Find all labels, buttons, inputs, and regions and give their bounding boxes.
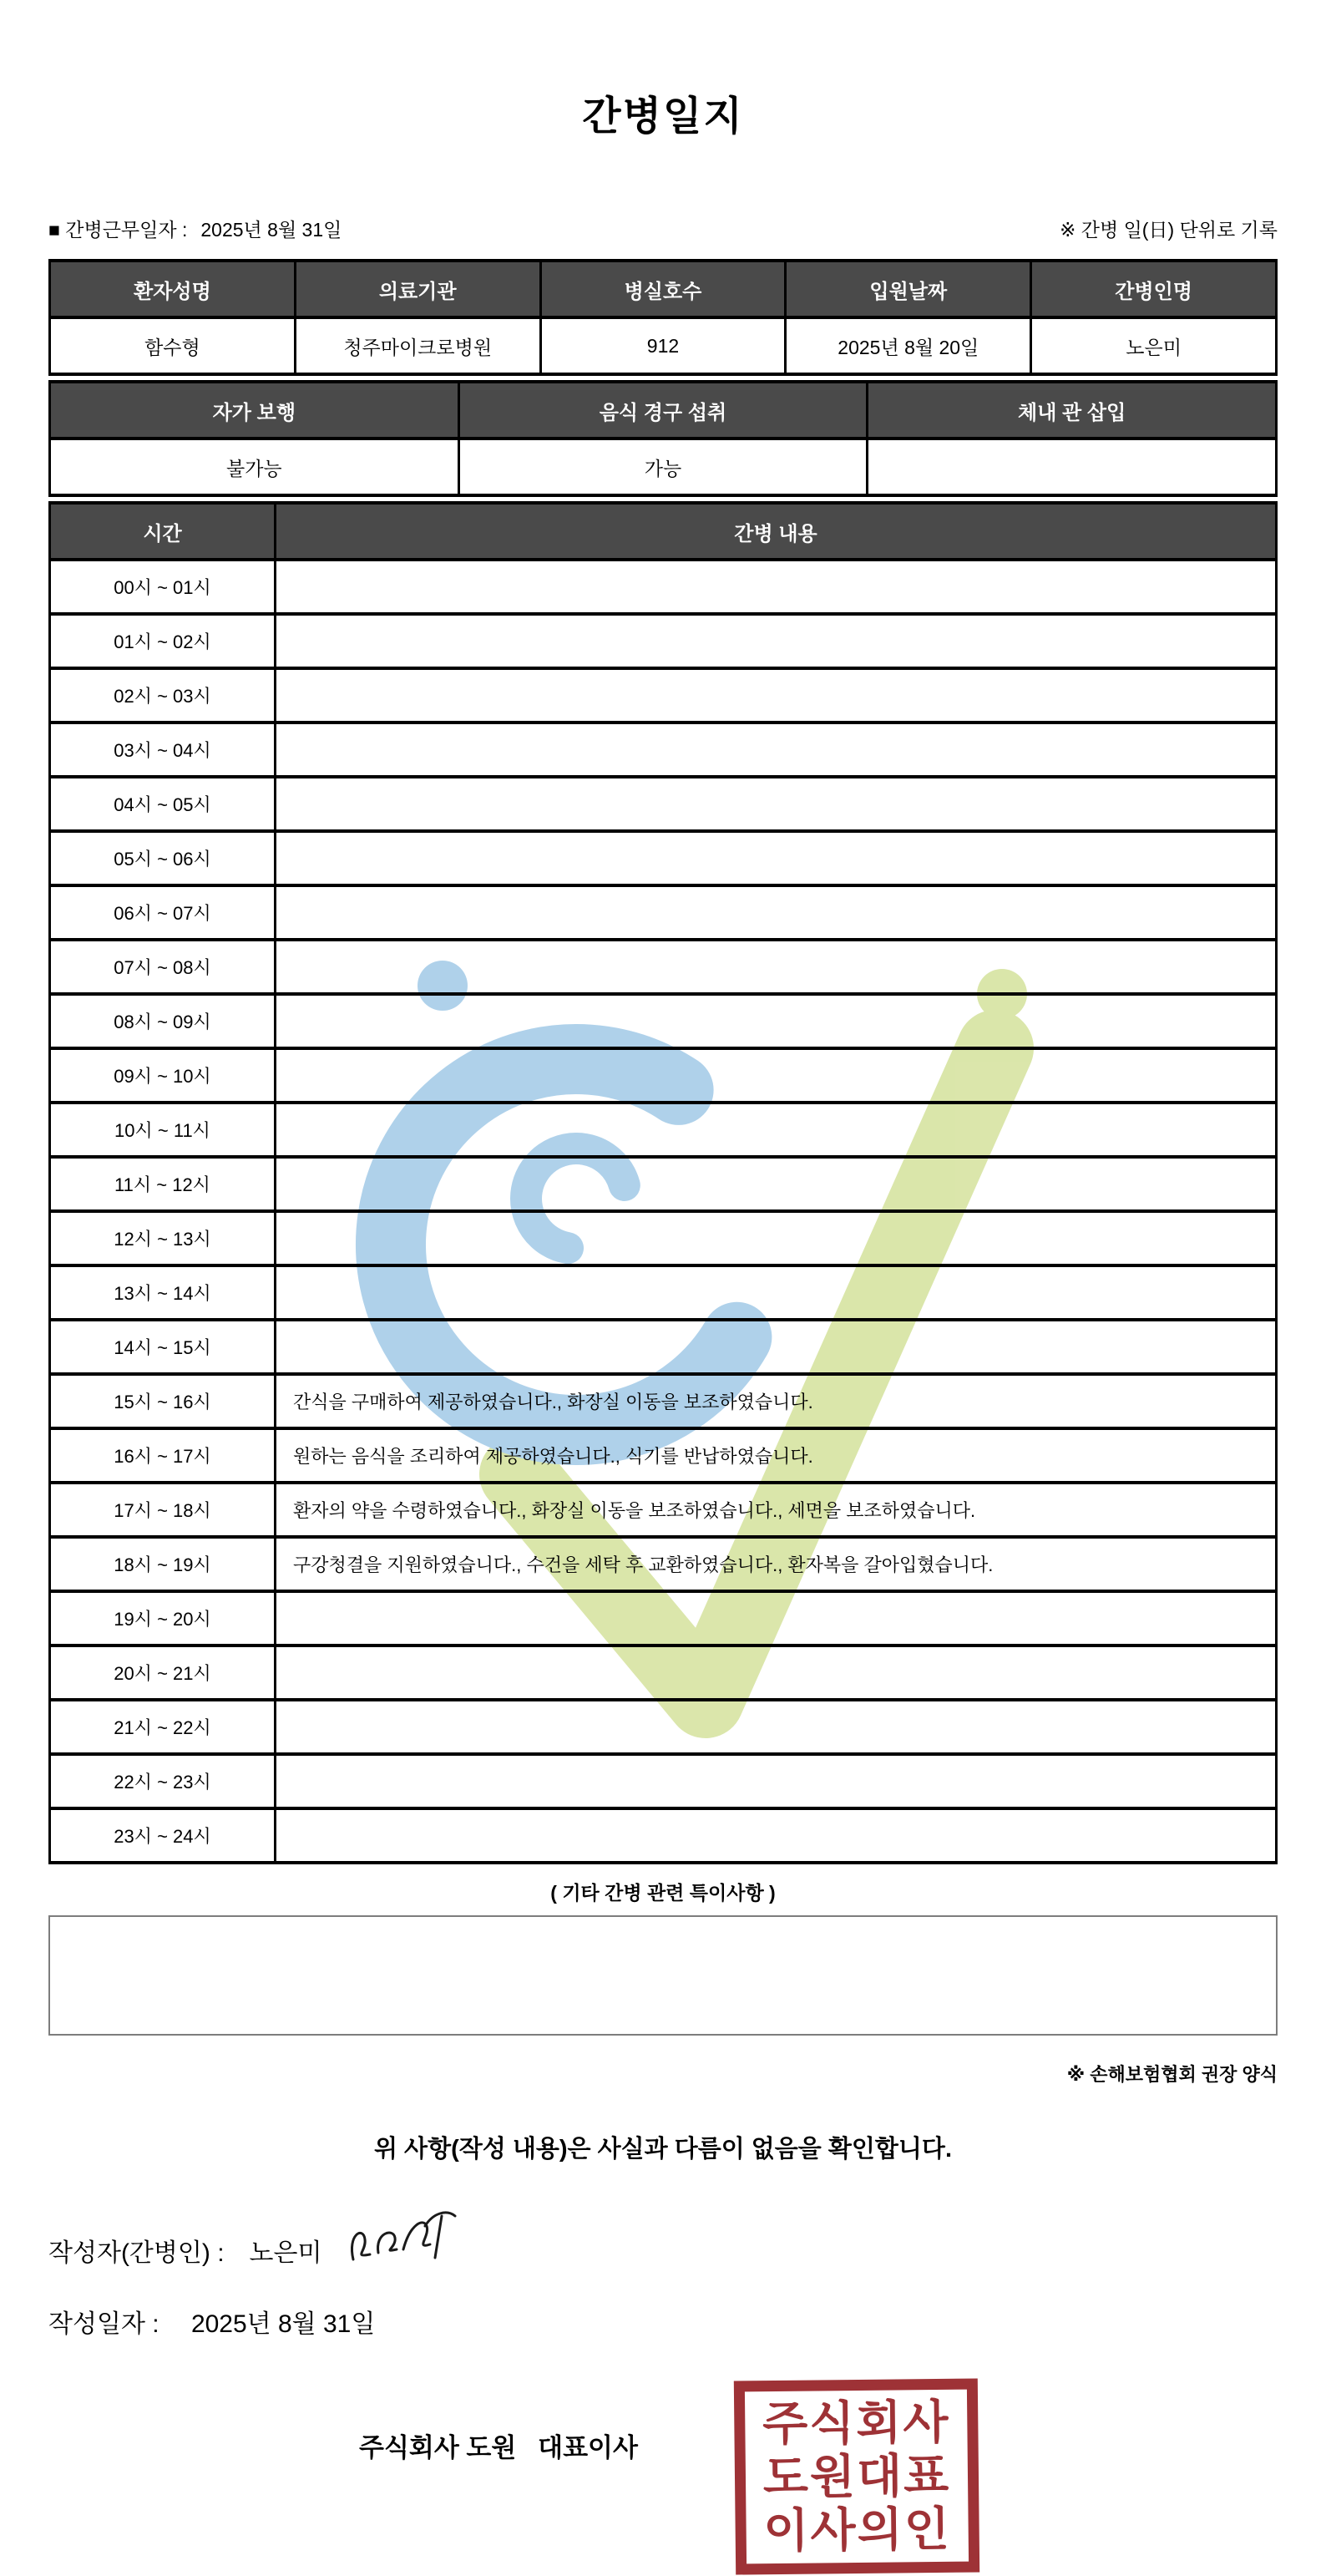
care-content (276, 1754, 1277, 1808)
care-content: 환자의 약을 수령하였습니다., 화장실 이동을 보조하였습니다., 세면을 보조하였습니다. (276, 1483, 1277, 1537)
care-content (276, 940, 1277, 994)
care-time: 21시 ~ 22시 (50, 1700, 276, 1754)
care-row-06 (50, 885, 1277, 940)
care-time: 22시 ~ 23시 (50, 1754, 276, 1808)
care-time: 05시 ~ 06시 (50, 831, 276, 885)
care-content (276, 885, 1277, 940)
form-standard-note: ※ 손해보험협회 권장 양식 (1066, 2064, 1278, 2085)
written-date-label: 작성일자 : (48, 2310, 159, 2338)
care-time: 00시 ~ 01시 (50, 560, 276, 614)
patient-name: 함수형 (50, 317, 296, 374)
care-row-20 (50, 1645, 1277, 1700)
care-row-19 (50, 1591, 1277, 1645)
header-time: 시간 (50, 503, 276, 560)
care-time: 13시 ~ 14시 (50, 1265, 276, 1320)
care-row-02 (50, 668, 1277, 723)
care-time: 04시 ~ 05시 (50, 777, 276, 831)
care-row-12 (50, 1211, 1277, 1265)
self-walking-value: 불가능 (50, 439, 459, 495)
special-notes-box (48, 1915, 1278, 2036)
company-line (48, 2380, 1278, 2576)
care-time: 03시 ~ 04시 (50, 723, 276, 777)
care-content (276, 1645, 1277, 1700)
care-row-03 (50, 723, 1277, 777)
care-row-17 (50, 1483, 1277, 1537)
care-row-08 (50, 994, 1277, 1048)
care-log-table (48, 501, 1278, 1864)
care-time: 08시 ~ 09시 (50, 994, 276, 1048)
company-seal-stamp (734, 2378, 979, 2574)
care-row-07 (50, 940, 1277, 994)
care-row-13 (50, 1265, 1277, 1320)
writer-name: 노은미 (249, 2239, 322, 2267)
header-caregiver-name: 간병인명 (1031, 261, 1277, 317)
care-content: 간식을 구매하여 제공하였습니다., 화장실 이동을 보조하였습니다. (276, 1374, 1277, 1428)
header-patient-name: 환자성명 (50, 261, 296, 317)
care-content: 원하는 음식을 조리하여 제공하였습니다., 식기를 반납하였습니다. (276, 1428, 1277, 1483)
patient-info-header-row (50, 261, 1277, 317)
care-row-16 (50, 1428, 1277, 1483)
caregiver-signature (343, 2206, 468, 2274)
care-content (276, 1320, 1277, 1374)
care-row-09 (50, 1048, 1277, 1103)
medical-institution: 청주마이크로병원 (295, 317, 540, 374)
care-time: 16시 ~ 17시 (50, 1428, 276, 1483)
care-time: 09시 ~ 10시 (50, 1048, 276, 1103)
care-time: 01시 ~ 02시 (50, 614, 276, 668)
patient-status-header-row (50, 382, 1277, 439)
care-row-15 (50, 1374, 1277, 1428)
tube-insertion-value (868, 439, 1277, 495)
care-row-23 (50, 1808, 1277, 1863)
meta-row (48, 215, 1278, 242)
care-content (276, 1808, 1277, 1863)
confirmation-statement: 위 사항(작성 내용)은 사실과 다름이 없음을 확인합니다. (373, 2136, 953, 2163)
work-date-value: 2025년 8월 31일 (200, 219, 342, 241)
stamp-text-line: 주식회사 (762, 2395, 950, 2451)
care-row-14 (50, 1320, 1277, 1374)
care-time: 14시 ~ 15시 (50, 1320, 276, 1374)
room-number: 912 (540, 317, 786, 374)
care-content (276, 1048, 1277, 1103)
care-content (276, 614, 1277, 668)
care-time: 10시 ~ 11시 (50, 1103, 276, 1157)
caregiver-name: 노은미 (1031, 317, 1277, 374)
care-row-22 (50, 1754, 1277, 1808)
admission-date: 2025년 8월 20일 (786, 317, 1031, 374)
special-notes-heading: ( 기타 간병 관련 특이사항 ) (550, 1882, 776, 1904)
care-content (276, 994, 1277, 1048)
header-room-number: 병실호수 (540, 261, 786, 317)
care-time: 20시 ~ 21시 (50, 1645, 276, 1700)
care-row-10 (50, 1103, 1277, 1157)
care-content (276, 723, 1277, 777)
header-care-content: 간병 내용 (276, 503, 1277, 560)
care-content (276, 831, 1277, 885)
writer-line (48, 2216, 1278, 2284)
care-row-05 (50, 831, 1277, 885)
care-content: 구강청결을 지원하였습니다., 수건을 세탁 후 교환하였습니다., 환자복을 갈아입혔습니다. (276, 1537, 1277, 1591)
header-medical-institution: 의료기관 (295, 261, 540, 317)
oral-intake-value: 가능 (458, 439, 868, 495)
care-row-11 (50, 1157, 1277, 1211)
care-time: 02시 ~ 03시 (50, 668, 276, 723)
care-content (276, 668, 1277, 723)
written-date-line (48, 2303, 1278, 2340)
record-unit-note: ※ 간병 일(日) 단위로 기록 (1060, 219, 1278, 241)
header-tube-insertion: 체내 관 삽입 (868, 382, 1277, 439)
care-content (276, 1211, 1277, 1265)
care-content (276, 1103, 1277, 1157)
care-time: 11시 ~ 12시 (50, 1157, 276, 1211)
care-content (276, 560, 1277, 614)
stamp-text-line: 이사의인 (763, 2502, 952, 2558)
care-row-18 (50, 1537, 1277, 1591)
care-time: 18시 ~ 19시 (50, 1537, 276, 1591)
patient-info-value-row (50, 317, 1277, 374)
writer-label: 작성자(간병인) : (48, 2239, 225, 2267)
care-time: 19시 ~ 20시 (50, 1591, 276, 1645)
care-content (276, 1157, 1277, 1211)
care-row-00 (50, 560, 1277, 614)
header-self-walking: 자가 보행 (50, 382, 459, 439)
page-title: 간병일지 (582, 94, 744, 139)
header-oral-intake: 음식 경구 섭취 (458, 382, 868, 439)
care-row-01 (50, 614, 1277, 668)
header-admission-date: 입원날짜 (786, 261, 1031, 317)
care-content (276, 1265, 1277, 1320)
written-date-value: 2025년 8월 31일 (190, 2310, 376, 2338)
care-time: 17시 ~ 18시 (50, 1483, 276, 1537)
company-name: 주식회사 도원 대표이사 (359, 2433, 638, 2462)
care-content (276, 777, 1277, 831)
care-time: 15시 ~ 16시 (50, 1374, 276, 1428)
care-row-04 (50, 777, 1277, 831)
care-row-21 (50, 1700, 1277, 1754)
care-time: 12시 ~ 13시 (50, 1211, 276, 1265)
patient-status-table (48, 380, 1278, 497)
care-content (276, 1591, 1277, 1645)
patient-info-table (48, 259, 1278, 376)
work-date-label: ■ 간병근무일자 : (48, 219, 188, 241)
patient-status-value-row (50, 439, 1277, 495)
care-content (276, 1700, 1277, 1754)
stamp-text-line: 도원대표 (762, 2448, 951, 2504)
care-time: 07시 ~ 08시 (50, 940, 276, 994)
care-log-header-row (50, 503, 1277, 560)
care-time: 06시 ~ 07시 (50, 885, 276, 940)
care-time: 23시 ~ 24시 (50, 1808, 276, 1863)
work-date-line (48, 215, 342, 242)
